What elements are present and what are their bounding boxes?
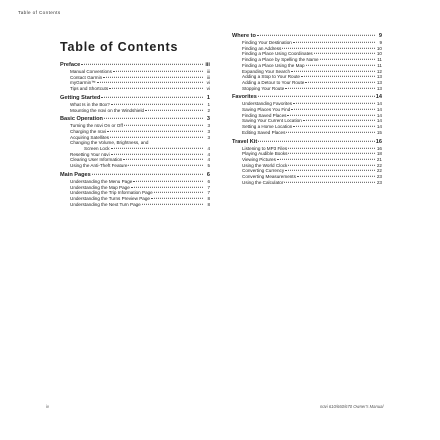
dot-leader <box>92 174 203 175</box>
toc-entry-title: Finding a Place Using Coordinates <box>242 51 313 57</box>
dot-leader <box>110 136 203 137</box>
toc-page-number: 10 <box>376 45 382 51</box>
toc-entry-title: Understanding Favorites <box>242 101 293 107</box>
toc-entry[interactable] <box>232 130 382 136</box>
toc-right-column <box>232 33 382 185</box>
dot-leader <box>123 159 203 160</box>
dot-leader <box>291 70 375 71</box>
toc-entry[interactable] <box>60 202 210 208</box>
toc-entry-title: What Is in the Box? <box>70 101 110 107</box>
toc-page-number: 9 <box>378 33 382 39</box>
toc-entry-title: Saving Places You Find <box>242 107 291 113</box>
dot-leader <box>128 165 203 166</box>
toc-page-number: iii <box>206 74 210 80</box>
toc-entry-title: Mounting the nüvi on the Windshield <box>70 107 145 113</box>
dot-leader <box>81 64 203 65</box>
toc-entry-title: Understanding the Menu Page <box>70 178 133 184</box>
toc-page-number: 2 <box>207 107 210 113</box>
dot-leader <box>285 87 375 88</box>
toc-entry-title: Understanding the Turns Preview Page <box>70 195 150 201</box>
toc-section[interactable] <box>60 62 210 69</box>
toc-entry-title: Finding Your Destination <box>242 40 292 45</box>
toc-section[interactable] <box>60 172 210 179</box>
toc-entry-title: Changing the Volume, Brightness, and <box>70 140 149 146</box>
toc-page-number: 10 <box>376 51 382 57</box>
toc-page-number: 13 <box>376 85 382 91</box>
toc-page-number: 9 <box>379 40 382 45</box>
dot-leader <box>111 154 203 155</box>
toc-entry-title: Manual Conventions <box>70 69 112 74</box>
toc-entry-title: Understanding the Map Page <box>70 184 130 190</box>
toc-entry-title: Finding a Place by Spelling the Name <box>242 57 319 63</box>
toc-page-number: 5 <box>207 163 210 169</box>
toc-entry-title: Acquiring Satellites <box>70 134 110 140</box>
dot-leader <box>151 198 203 199</box>
dot-leader <box>314 53 375 54</box>
toc-entry[interactable] <box>232 180 382 186</box>
toc-entry-title: Where to <box>232 33 256 39</box>
toc-section[interactable] <box>232 94 382 101</box>
toc-entry-title: myGarmin™ <box>70 80 96 86</box>
dot-leader <box>258 96 375 97</box>
toc-entry-title: Using the Calculator <box>242 179 284 185</box>
toc-page-number: 3 <box>207 128 210 134</box>
toc-page-number: 4 <box>207 151 210 157</box>
dot-leader <box>291 109 375 110</box>
toc-page-number: 21 <box>376 156 382 162</box>
toc-entry-title: Setting a Home Location <box>242 124 293 130</box>
dot-leader <box>288 147 375 148</box>
toc-page-number: 8 <box>207 195 210 201</box>
toc-entry-title: Adding a Detour to Your Route <box>242 79 305 85</box>
dot-leader <box>288 153 375 154</box>
toc-page-number: vi <box>206 80 210 86</box>
toc-page-number: 6 <box>206 171 210 178</box>
toc-entry-title: Tips and Shortcuts <box>70 86 109 92</box>
toc-entry-title: Screen Lock <box>84 146 110 152</box>
toc-page-number: 13 <box>376 74 382 80</box>
dot-leader <box>131 186 203 187</box>
dot-leader <box>306 65 375 66</box>
toc-entry-title: Favorites <box>232 94 257 101</box>
dot-leader <box>303 120 375 121</box>
toc-entry-title: Turning the nüvi On or Off <box>70 123 123 129</box>
toc-page-number: 18 <box>376 151 382 157</box>
toc-page-number: 7 <box>207 190 210 196</box>
toc-entry-title: Contact Garmin <box>70 74 103 80</box>
dot-leader <box>301 76 375 77</box>
toc-page-number: 7 <box>207 184 210 190</box>
dot-leader <box>285 170 375 171</box>
toc-page-number: iii <box>205 62 210 68</box>
dot-leader <box>111 148 203 149</box>
toc-entry-title: Understanding the Trip Information Page <box>70 190 153 196</box>
dot-leader <box>320 59 375 60</box>
toc-entry-title: Playing Audible Books <box>242 151 288 157</box>
toc-page-number: 14 <box>376 112 382 118</box>
toc-entry[interactable] <box>232 86 382 92</box>
toc-page-number: 4 <box>207 157 210 163</box>
page-number: iv <box>46 404 50 409</box>
toc-entry-title: Converting Currency <box>242 168 285 174</box>
dot-leader <box>145 109 203 110</box>
toc-page-number: 22 <box>376 162 382 168</box>
toc-entry-title: Using the Anti-Theft Feature <box>70 163 128 169</box>
toc-entry-title: Stopping Your Route <box>242 85 285 91</box>
manual-name: nüvi 610/660/670 Owner's Manual <box>320 404 384 409</box>
dot-leader <box>257 35 375 36</box>
toc-page-number: 14 <box>376 118 382 124</box>
dot-leader <box>258 140 375 141</box>
dot-leader <box>111 104 203 105</box>
toc-page-number: 14 <box>376 101 382 107</box>
toc-entry-title: Using the World Clock <box>242 162 288 168</box>
toc-page-number: 3 <box>207 123 210 129</box>
toc-page-number: 16 <box>375 138 382 145</box>
toc-entry-title: Preface <box>60 62 81 68</box>
toc-section[interactable] <box>60 95 210 102</box>
dot-leader <box>97 82 203 83</box>
toc-entry[interactable] <box>60 108 210 114</box>
toc-entry-title: Basic Operation <box>60 116 103 123</box>
toc-page-number: 12 <box>376 68 382 74</box>
toc-entry-title: Saving Your Current Location <box>242 118 302 124</box>
dot-leader <box>277 159 375 160</box>
toc-page-number: 13 <box>376 79 382 85</box>
dot-leader <box>133 181 203 182</box>
toc-entry-title: Finding an Address <box>242 45 282 51</box>
toc-page-number: 14 <box>376 124 382 130</box>
toc-page-number: 6 <box>207 178 210 184</box>
dot-leader <box>297 176 375 177</box>
toc-entry-title: Finding Saved Places <box>242 112 287 118</box>
toc-page-number: 8 <box>207 201 210 207</box>
toc-entry-title: Editing Saved Places <box>242 129 286 135</box>
dot-leader <box>154 192 203 193</box>
toc-entry-title: Clearing User Information <box>70 157 123 163</box>
dot-leader <box>282 48 375 49</box>
toc-entry-title: Understanding the Next Turn Page <box>70 201 141 207</box>
toc-page-number: 11 <box>377 57 382 63</box>
dot-leader <box>287 115 375 116</box>
page-title: Table of Contents <box>60 40 179 54</box>
toc-page-number: 3 <box>207 134 210 140</box>
dot-leader <box>109 88 203 89</box>
dot-leader <box>113 71 203 72</box>
toc-entry[interactable] <box>60 86 210 92</box>
toc-page-number: 16 <box>376 145 382 151</box>
toc-page-number: 1 <box>206 94 210 101</box>
dot-leader <box>101 97 203 98</box>
toc-entry-title: Adding a Stop to Your Route <box>242 74 300 80</box>
dot-leader <box>107 131 203 132</box>
toc-page-number: 22 <box>376 168 382 174</box>
toc-entry-title: Charging the nüvi <box>70 128 107 134</box>
dot-leader <box>286 132 375 133</box>
toc-page-number: 14 <box>375 94 382 101</box>
toc-entry-title: Travel Kit <box>232 138 258 145</box>
toc-page-number: 14 <box>376 107 382 113</box>
toc-entry-title: Viewing Pictures <box>242 156 276 162</box>
dot-leader <box>103 77 203 78</box>
dot-leader <box>288 164 375 165</box>
toc-section[interactable] <box>60 116 210 123</box>
toc-page-number: 1 <box>207 101 210 107</box>
dot-leader <box>293 103 375 104</box>
toc-left-column <box>60 62 210 207</box>
toc-section[interactable] <box>232 33 382 40</box>
toc-page-number: 23 <box>376 179 382 185</box>
toc-page-number: 3 <box>206 116 210 123</box>
dot-leader <box>104 118 203 119</box>
toc-page-number: 11 <box>377 62 382 68</box>
dot-leader <box>293 126 375 127</box>
dot-leader <box>284 182 375 183</box>
toc-section[interactable] <box>232 139 382 146</box>
toc-entry-title: Main Pages <box>60 171 91 178</box>
toc-page-number: vi <box>206 86 210 92</box>
toc-entry-title: Finding a Place Using the Map <box>242 62 305 68</box>
toc-entry-title: Expanding Your Search <box>242 68 291 74</box>
dot-leader <box>305 82 375 83</box>
toc-entry[interactable] <box>60 163 210 169</box>
running-header: Table of Contents <box>18 10 61 15</box>
toc-entry-title: Getting Started <box>60 94 101 101</box>
toc-page-number: 4 <box>207 146 210 152</box>
toc-entry-title: Listening to MP3 Files <box>242 145 288 151</box>
toc-entry-title: Resetting Your nüvi <box>70 151 110 157</box>
toc-entry-title: Converting Measurements <box>242 174 296 180</box>
toc-page-number: 15 <box>376 129 382 135</box>
toc-page-number: iii <box>206 69 210 74</box>
dot-leader <box>142 203 203 204</box>
dot-leader <box>293 42 375 43</box>
toc-page-number: 23 <box>376 174 382 180</box>
dot-leader <box>124 125 203 126</box>
